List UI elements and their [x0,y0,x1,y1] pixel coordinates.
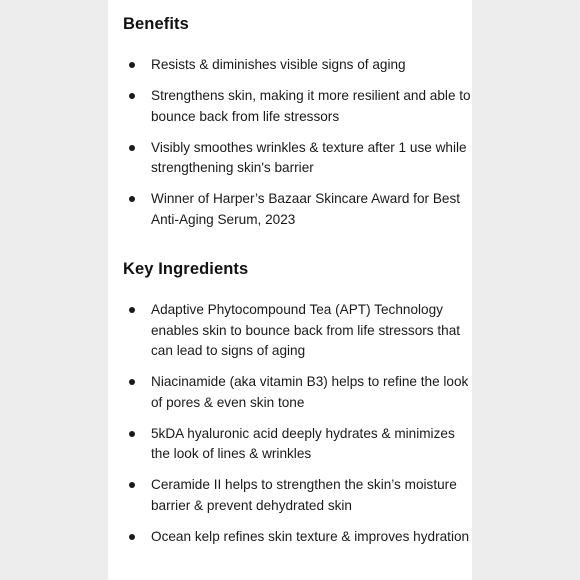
benefit-item [123,138,473,179]
benefit-text: Resists & diminishes visible signs of aging [151,57,406,72]
bullet-icon [129,534,135,540]
ingredient-text: Niacinamide (aka vitamin B3) helps to refine the look of pores & even skin tone [151,374,469,410]
benefits-list [123,55,473,241]
benefit-item [123,86,473,127]
ingredient-item [123,300,473,362]
key-ingredients-heading: Key Ingredients [123,260,249,278]
ingredient-item [123,475,473,516]
benefit-text: Winner of Harper’s Bazaar Skincare Award for Best Anti-Aging Serum, 2023 [151,191,461,227]
benefit-item [123,55,473,76]
ingredients-list [123,300,473,558]
benefits-heading: Benefits [123,15,189,33]
bullet-icon [129,196,135,202]
bullet-icon [129,431,135,437]
benefit-text: Visibly smoothes wrinkles & texture after 1 use while strengthening skin's barrier [151,139,467,175]
bullet-icon [129,307,135,313]
bullet-icon [129,482,135,488]
ingredient-text: Adaptive Phytocompound Tea (APT) Technology enables skin to bounce back from life stressors that can lead to signs of aging [151,302,461,358]
ingredient-item [123,372,473,413]
ingredient-item [123,424,473,465]
bullet-icon [129,379,135,385]
ingredient-text: Ceramide II helps to strengthen the skin’s moisture barrier & prevent dehydrated skin [151,477,457,513]
ingredient-text: Ocean kelp refines skin texture & improves hydration [151,528,470,544]
bullet-icon [129,145,135,151]
ingredient-text: 5kDA hyaluronic acid deeply hydrates & minimizes the look of lines & wrinkles [151,425,455,461]
bullet-icon [129,62,135,68]
bullet-icon [129,93,135,99]
benefit-item [123,189,473,230]
benefit-text: Strengthens skin, making it more resilient and able to bounce back from life stressors [151,88,471,124]
ingredient-item [123,527,473,548]
